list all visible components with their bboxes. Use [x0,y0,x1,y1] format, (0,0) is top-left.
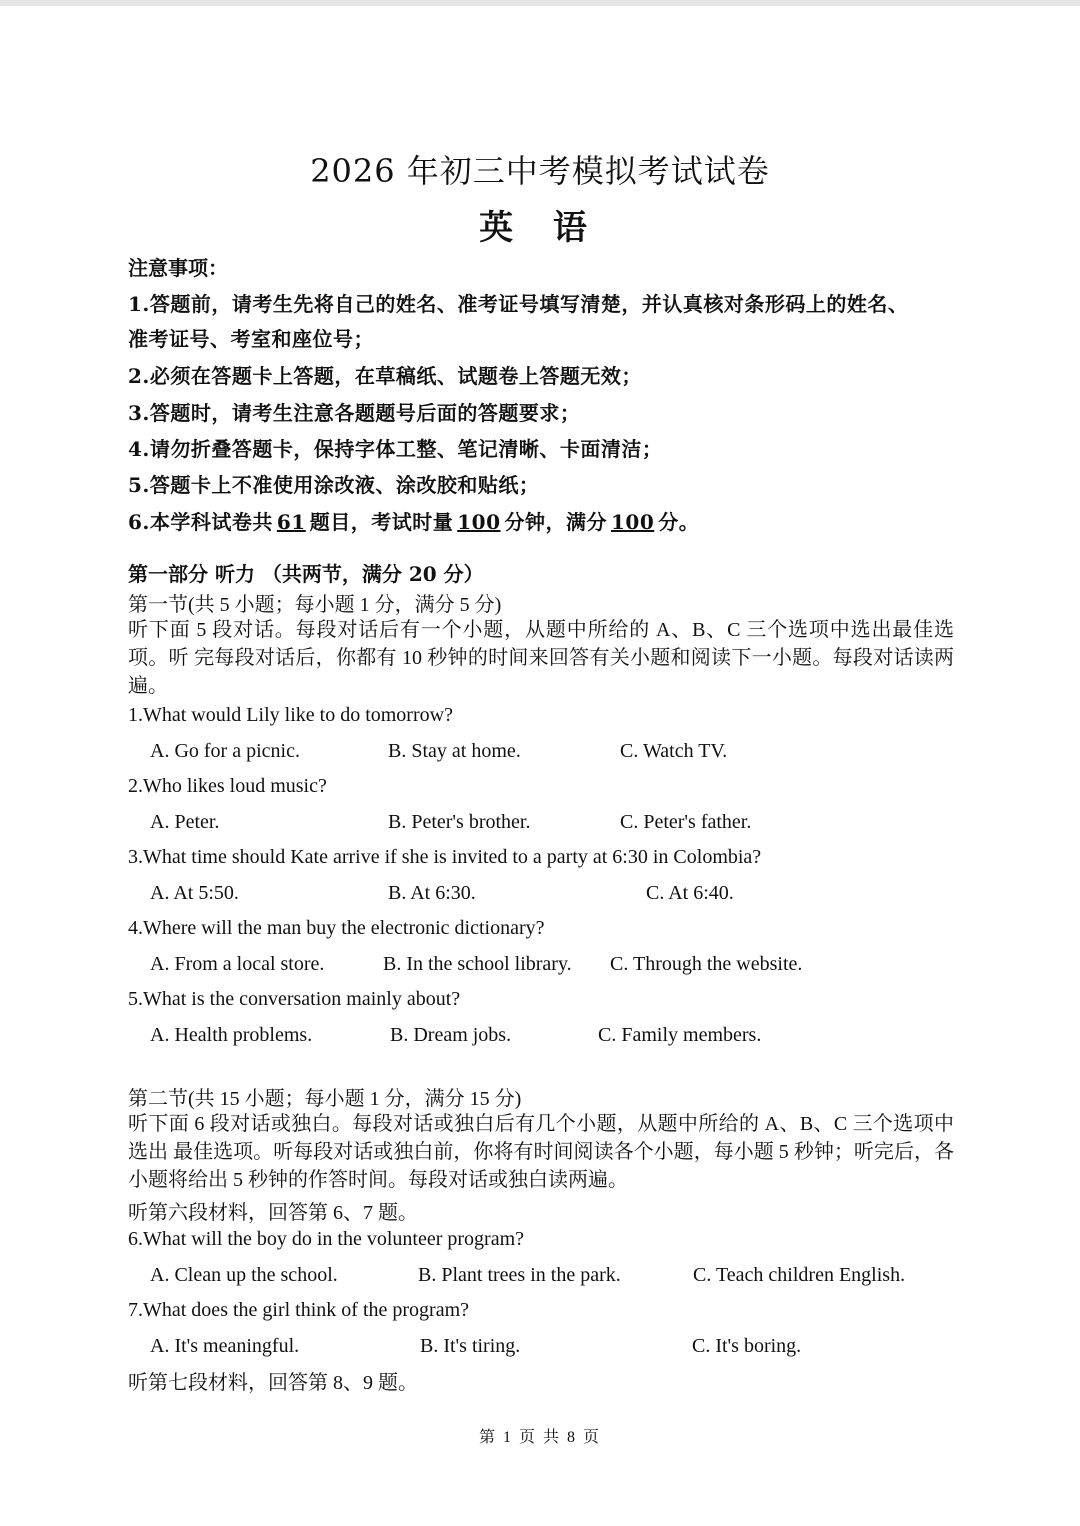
notice-text: 6.本学科试卷共 [128,510,273,534]
notice-item: 2.必须在答题卡上答题，在草稿纸、试题卷上答题无效； [128,364,642,388]
option-c: C. At 6:40. [646,882,734,904]
notice-item: 3.答题时，请考生注意各题题号后面的答题要求； [128,401,581,425]
section2-instructions: 听下面 6 段对话或独白。每段对话或独白后有几个小题，从题中所给的 A、B、C 三个选项中选出 最佳选项。听每段对话或独白前，你将有时间阅读各个小题，每小题 5 秒钟；听完后，各小题将给出 5 秒钟的作答时间。每段对话或独白读两遍。 [128,1113,954,1191]
option-b: B. In the school library. [383,953,572,975]
part1-title: 第一部分 听力 （共两节，满分 20 分） [128,562,484,586]
section1-instructions: 听下面 5 段对话。每段对话后有一个小题，从题中所给的 A、B、C 三个选项中选出最佳选项。听 完每段对话后，你都有 10 秒钟的时间来回答有关小题和阅读下一小题。每段对话读两遍。 [128,619,954,697]
option-c: C. Through the website. [610,953,803,975]
question-1: 1.What would Lily like to do tomorrow? [128,704,453,726]
notice-item-6 [128,506,699,535]
question-6: 6.What will the boy do in the volunteer program? [128,1228,525,1250]
option-a: A. At 5:50. [150,882,239,904]
option-a: A. Go for a picnic. [150,740,300,762]
notice-item: 准考证号、考室和座位号； [128,327,374,351]
option-c: C. Teach children English. [693,1264,906,1286]
page-top-bar [0,0,1080,6]
option-a: A. It's meaningful. [150,1335,300,1357]
option-a: A. Clean up the school. [150,1264,338,1286]
question-5: 5.What is the conversation mainly about? [128,988,461,1010]
option-b: B. Dream jobs. [390,1024,512,1046]
notice-item: 4.请勿折叠答题卡，保持字体工整、笔记清晰、卡面清洁； [128,437,663,461]
notice-item: 1.答题前，请考生先将自己的姓名、准考证号填写清楚，并认真核对条形码上的姓名、 [128,292,909,316]
option-b: B. At 6:30. [388,882,476,904]
exam-time: 100 [457,510,501,534]
option-a: A. Peter. [150,811,220,833]
option-a: A. From a local store. [150,953,325,975]
option-a: A. Health problems. [150,1024,313,1046]
option-b: B. Plant trees in the park. [418,1264,621,1286]
notice-heading: 注意事项： [128,256,228,280]
exam-title: 2026 年初三中考模拟考试试卷 [310,152,770,190]
option-c: C. Family members. [598,1024,762,1046]
section2-title: 第二节(共 15 小题；每小题 1 分，满分 15 分) [128,1088,522,1110]
option-c: C. Watch TV. [620,740,728,762]
option-b: B. Peter's brother. [388,811,531,833]
question-7: 7.What does the girl think of the program? [128,1299,470,1321]
page-number: 第 1 页 共 8 页 [478,1429,601,1446]
notice-text: 分。 [658,510,700,534]
section1-title: 第一节(共 5 小题；每小题 1 分，满分 5 分) [128,594,502,616]
question-3: 3.What time should Kate arrive if she is invited to a party at 6:30 in Colombia? [128,846,762,868]
question-4: 4.Where will the man buy the electronic dictionary? [128,917,545,939]
option-c: C. It's boring. [692,1335,802,1357]
material-6-instruction: 听第六段材料，回答第 6、7 题。 [128,1202,418,1224]
option-b: B. Stay at home. [388,740,521,762]
question-2: 2.Who likes loud music? [128,775,327,797]
option-b: B. It's tiring. [420,1335,521,1357]
full-score: 100 [610,510,655,534]
notice-text: 题目，考试时量 [309,510,454,534]
question-count: 61 [276,510,306,534]
material-7-instruction: 听第七段材料，回答第 8、9 题。 [128,1372,418,1394]
option-c: C. Peter's father. [620,811,752,833]
subject-title: 英 语 [479,208,601,248]
notice-item: 5.答题卡上不准使用涂改液、涂改胶和贴纸； [128,473,540,497]
notice-text: 分钟，满分 [504,510,607,534]
